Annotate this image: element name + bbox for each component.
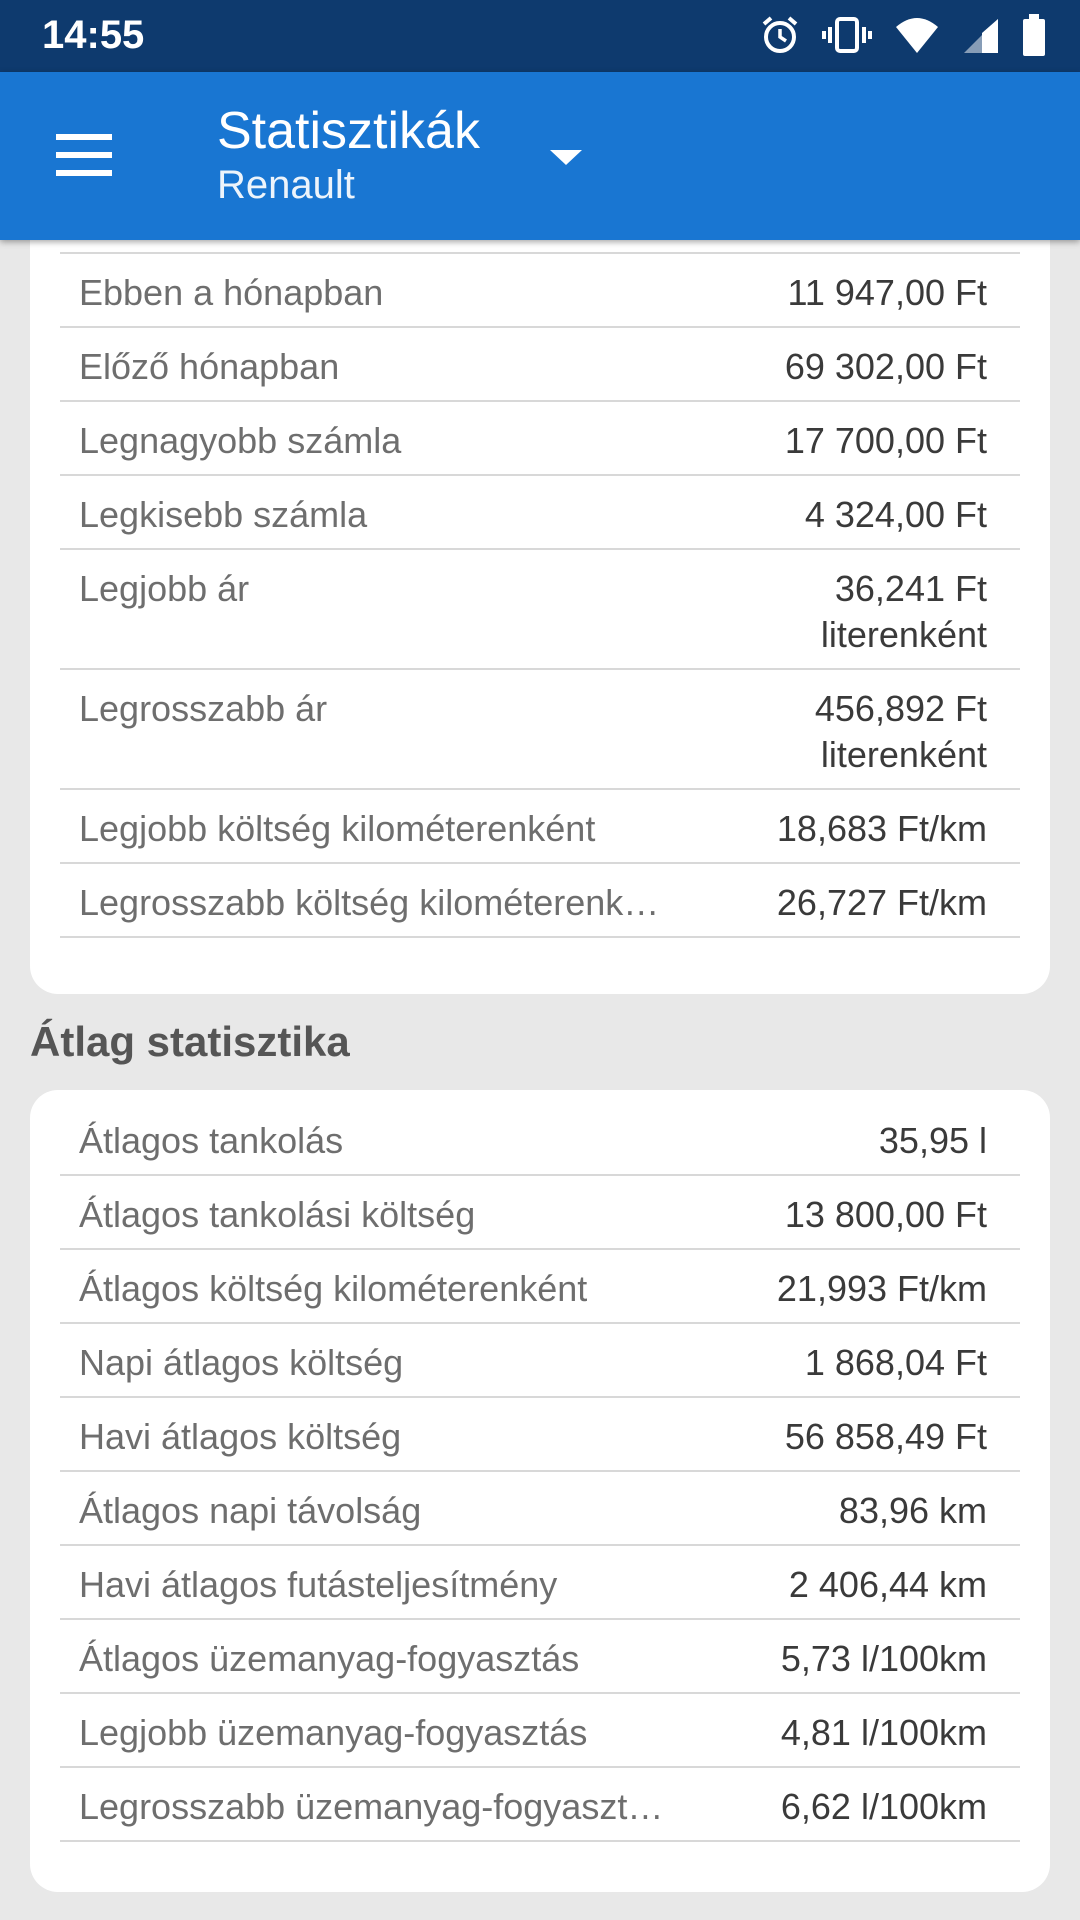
stat-label: Legjobb üzemanyag-fogyasztás <box>79 1712 588 1753</box>
app-bar <box>0 72 1080 240</box>
stat-row <box>60 1694 1020 1768</box>
stat-row <box>60 1102 1020 1176</box>
menu-icon[interactable] <box>56 134 112 176</box>
stat-label: Legkisebb számla <box>79 494 368 535</box>
stat-value: 18,683 Ft/km <box>776 808 987 849</box>
stat-row <box>60 1324 1020 1398</box>
stat-label: Havi átlagos költség <box>79 1416 402 1457</box>
stats-content[interactable] <box>0 240 1080 1920</box>
stat-label: Legrosszabb üzemanyag-fogyaszt… <box>79 1786 664 1827</box>
stat-label: Átlagos napi távolság <box>79 1490 422 1531</box>
stat-label: Átlagos tankolási költség <box>79 1194 476 1235</box>
stat-row <box>60 476 1020 550</box>
stat-value: 11 947,00 Ft <box>787 272 987 313</box>
status-icons <box>760 14 1046 61</box>
status-time: 14:55 <box>42 13 145 57</box>
stat-label: Havi átlagos futásteljesítmény <box>79 1564 558 1605</box>
stat-row <box>60 1620 1020 1694</box>
stat-label: Előző hónapban <box>79 346 340 387</box>
stat-value: 1 868,04 Ft <box>804 1342 987 1383</box>
stat-row <box>60 1768 1020 1842</box>
page-title: Statisztikák <box>217 102 480 160</box>
stat-row <box>60 1250 1020 1324</box>
stat-value: 26,727 Ft/km <box>776 882 987 923</box>
stat-row <box>60 1546 1020 1620</box>
stat-value: 2 406,44 km <box>788 1564 987 1605</box>
stat-label: Legjobb költség kilométerenként <box>79 808 596 849</box>
stat-row <box>60 1398 1020 1472</box>
chevron-down-icon[interactable] <box>550 150 582 165</box>
stat-value: 69 302,00 Ft <box>784 346 987 387</box>
stat-label: Átlagos költség kilométerenként <box>79 1268 588 1309</box>
stat-value: 35,95 l <box>878 1120 987 1161</box>
stat-value-unit: literenként <box>820 734 987 775</box>
stat-row <box>60 328 1020 402</box>
stat-label: Legrosszabb ár <box>79 688 328 729</box>
stat-row <box>60 864 1020 938</box>
stat-row <box>60 670 1020 790</box>
vibrate-icon <box>822 15 872 60</box>
stat-label: Legjobb ár <box>79 568 250 609</box>
stat-value: 56 858,49 Ft <box>784 1416 987 1457</box>
stat-value: 4,81 l/100km <box>780 1712 987 1753</box>
stat-value: 17 700,00 Ft <box>784 420 987 461</box>
stat-value: 36,241 Ft <box>834 568 987 609</box>
stat-value: 13 800,00 Ft <box>784 1194 987 1235</box>
stat-row <box>60 550 1020 670</box>
stat-label: Legnagyobb számla <box>79 420 402 461</box>
stat-value: 83,96 km <box>838 1490 987 1531</box>
stat-value: 21,993 Ft/km <box>776 1268 987 1309</box>
status-bar <box>0 0 1080 72</box>
signal-icon <box>962 15 1000 60</box>
vehicle-selector[interactable] <box>217 100 480 208</box>
stat-row <box>60 402 1020 476</box>
vehicle-name: Renault <box>217 163 355 207</box>
alarm-icon <box>760 15 800 60</box>
stat-label: Átlagos tankolás <box>79 1120 344 1161</box>
battery-icon <box>1022 14 1046 61</box>
stat-row <box>60 1472 1020 1546</box>
stat-value: 4 324,00 Ft <box>804 494 987 535</box>
stat-label: Legrosszabb költség kilométerenk… <box>79 882 660 923</box>
stat-row <box>60 254 1020 328</box>
wifi-icon <box>894 15 940 60</box>
stat-value: 456,892 Ft <box>814 688 987 729</box>
average-stats-card <box>30 1090 1050 1892</box>
stat-label: Ebben a hónapban <box>79 272 384 313</box>
stat-value: 6,62 l/100km <box>780 1786 987 1827</box>
stat-row <box>60 790 1020 864</box>
stat-label: Napi átlagos költség <box>79 1342 404 1383</box>
section-title: Átlag statisztika <box>30 1018 350 1065</box>
stat-value: 5,73 l/100km <box>780 1638 987 1679</box>
stat-row <box>60 1176 1020 1250</box>
stat-label: Átlagos üzemanyag-fogyasztás <box>79 1638 580 1679</box>
stat-value-unit: literenként <box>820 614 987 655</box>
cost-stats-card <box>30 180 1050 994</box>
